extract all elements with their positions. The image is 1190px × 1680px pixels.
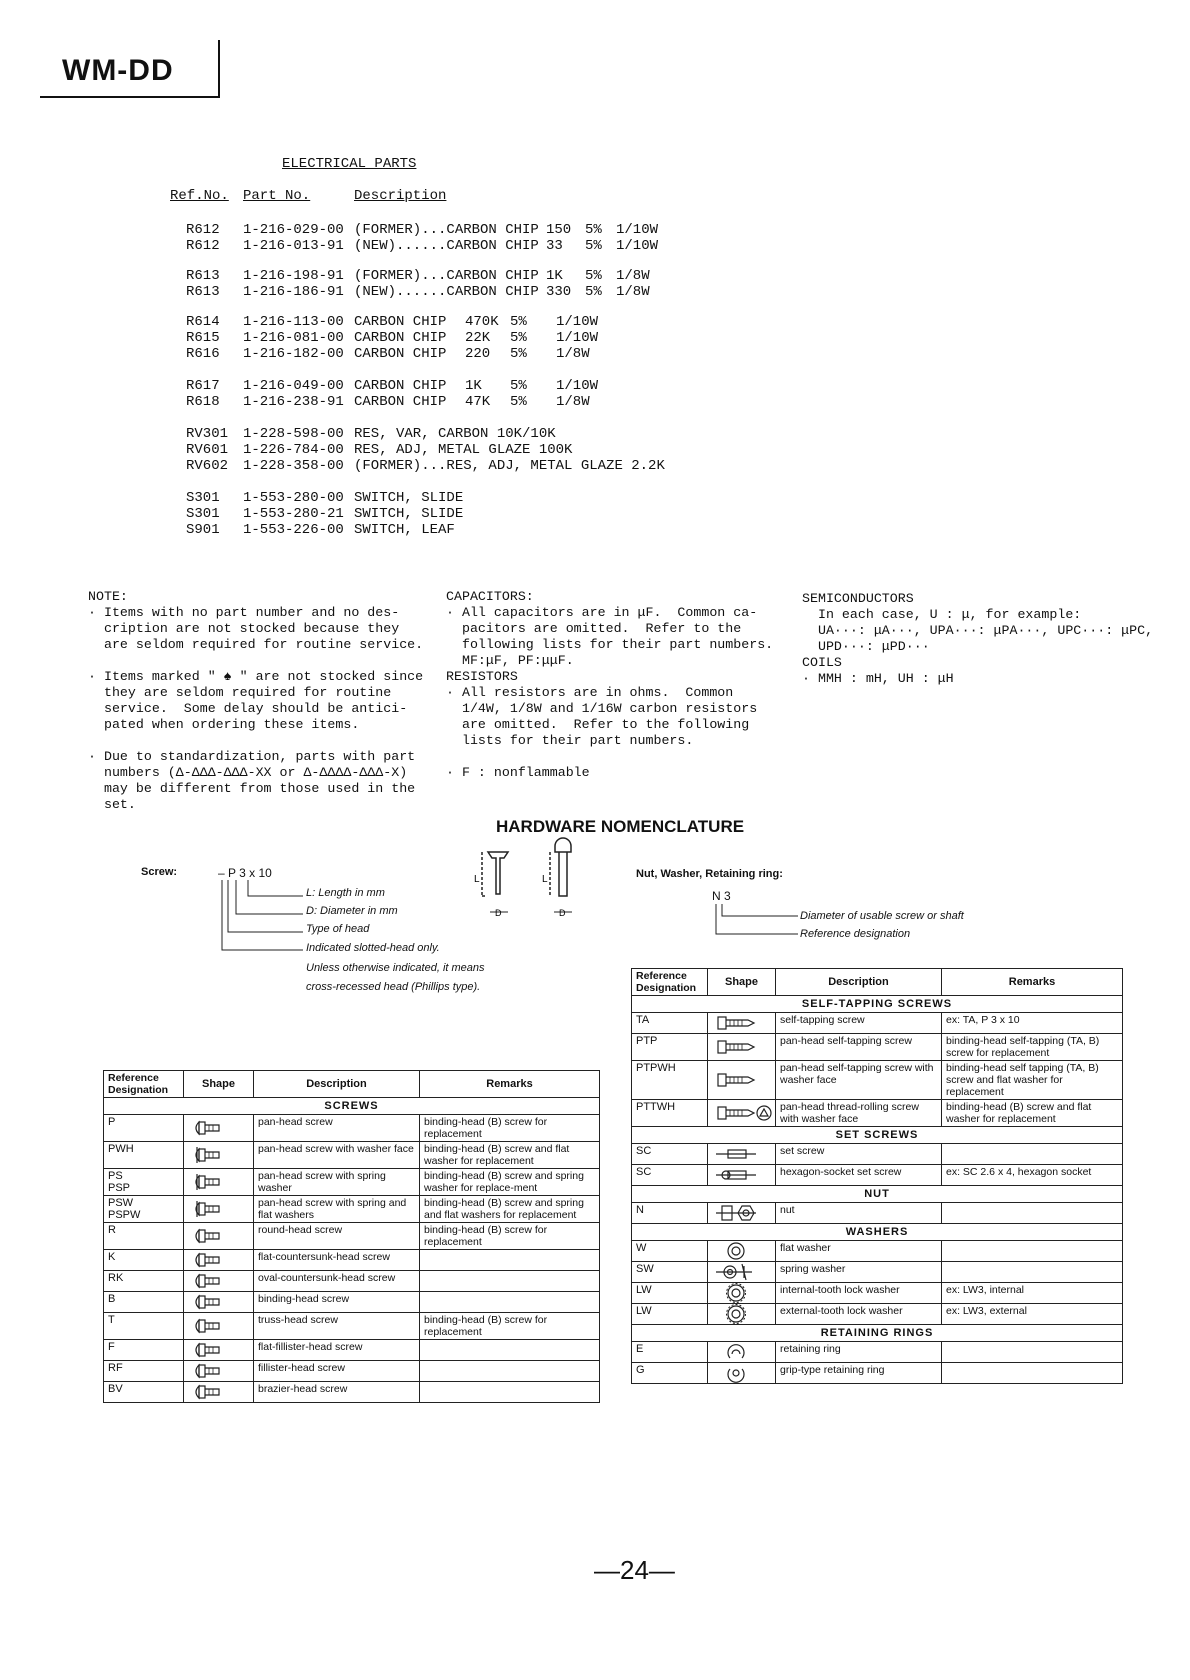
description-cell: flat-fillister-head screw bbox=[254, 1340, 420, 1361]
truss-head-screw-icon bbox=[184, 1313, 254, 1340]
part-number: 1-226-784-00 bbox=[243, 442, 344, 458]
part-number: 1-216-013-91 bbox=[243, 238, 344, 254]
ref-cell: BV bbox=[104, 1382, 184, 1403]
remarks-cell: ex: TA, P 3 x 10 bbox=[942, 1013, 1123, 1034]
ref-cell: R bbox=[104, 1223, 184, 1250]
hardware-row bbox=[104, 1340, 600, 1361]
part-ref: R618 bbox=[186, 394, 220, 410]
oval-countersunk-screw-icon bbox=[184, 1271, 254, 1292]
part-number: 1-228-358-00 bbox=[243, 458, 344, 474]
ref-cell: RK bbox=[104, 1271, 184, 1292]
hardware-row bbox=[632, 1304, 1123, 1325]
part-row bbox=[0, 490, 700, 506]
part-ref: R616 bbox=[186, 346, 220, 362]
model-header-box bbox=[40, 40, 220, 98]
part-value: 220 bbox=[465, 346, 491, 362]
description-cell: grip-type retaining ring bbox=[776, 1363, 942, 1384]
part-wattage: 1/10W bbox=[556, 378, 599, 394]
part-number: 1-553-280-00 bbox=[243, 490, 344, 506]
screws-table bbox=[103, 1070, 600, 1403]
ref-cell: TA bbox=[632, 1013, 708, 1034]
description-cell: spring washer bbox=[776, 1262, 942, 1283]
part-ref: R614 bbox=[186, 314, 220, 330]
part-ref: RV602 bbox=[186, 458, 229, 474]
internal-tooth-washer-icon bbox=[708, 1283, 776, 1304]
part-description: RES, VAR, CARBON 10K/10K bbox=[354, 426, 556, 442]
screw-legend-diameter: D: Diameter in mm bbox=[306, 905, 398, 917]
hardware-row bbox=[632, 1165, 1123, 1186]
spring-washer-screw-icon bbox=[184, 1169, 254, 1196]
part-description: CARBON CHIP bbox=[354, 378, 447, 394]
part-ref: R613 bbox=[186, 284, 220, 300]
part-description: (NEW)......CARBON CHIP bbox=[354, 238, 539, 254]
page-number: —24— bbox=[594, 1555, 675, 1585]
description-cell: pan-head screw with spring and flat washers bbox=[254, 1196, 420, 1223]
description-cell: truss-head screw bbox=[254, 1313, 420, 1340]
part-ref: S301 bbox=[186, 506, 220, 522]
description-cell: oval-countersunk-head screw bbox=[254, 1271, 420, 1292]
part-row bbox=[0, 238, 700, 254]
ref-cell: W bbox=[632, 1241, 708, 1262]
section-screws: SCREWS bbox=[104, 1098, 600, 1115]
model-name: WM-DD bbox=[62, 54, 174, 87]
remarks-header-right: Remarks bbox=[942, 969, 1123, 996]
part-number: 1-228-598-00 bbox=[243, 426, 344, 442]
hardware-row bbox=[632, 1061, 1123, 1100]
ref-cell: PSW PSPW bbox=[104, 1196, 184, 1223]
ref-cell: B bbox=[104, 1292, 184, 1313]
description-cell: nut bbox=[776, 1203, 942, 1224]
part-wattage: 1/10W bbox=[616, 238, 659, 254]
description-cell: pan-head self-tapping screw with washer face bbox=[776, 1061, 942, 1100]
description-cell: pan-head self-tapping screw bbox=[776, 1034, 942, 1061]
brazier-head-screw-icon bbox=[184, 1382, 254, 1403]
section-self-tapping-screws: SELF-TAPPING SCREWS bbox=[632, 996, 1123, 1013]
semiconductors-coils-block: SEMICONDUCTORS In each case, U : μ, for example: UA···: μA···, UPA···: μPA···, UPC···: μPC, UPD···: μPD··· COILS · MMH : mH, UH : μH bbox=[802, 591, 1154, 686]
remarks-cell: binding-head (B) screw for replacement bbox=[420, 1115, 600, 1142]
description-header: Description bbox=[354, 188, 447, 204]
part-row bbox=[0, 442, 700, 458]
part-value: 22K bbox=[465, 330, 491, 346]
binding-head-screw-icon bbox=[184, 1292, 254, 1313]
part-row bbox=[0, 314, 700, 330]
ref-cell: SC bbox=[632, 1165, 708, 1186]
remarks-cell bbox=[942, 1363, 1123, 1384]
hardware-row bbox=[632, 1203, 1123, 1224]
hardware-row bbox=[104, 1271, 600, 1292]
hardware-row bbox=[632, 1013, 1123, 1034]
remarks-cell bbox=[942, 1144, 1123, 1165]
section-nut: NUT bbox=[632, 1186, 1123, 1203]
part-row bbox=[0, 222, 700, 238]
description-cell: external-tooth lock washer bbox=[776, 1304, 942, 1325]
part-row bbox=[0, 394, 700, 410]
screw-legend-type: Type of head bbox=[306, 923, 370, 935]
part-row bbox=[0, 268, 700, 284]
description-cell: brazier-head screw bbox=[254, 1382, 420, 1403]
remarks-cell bbox=[420, 1271, 600, 1292]
part-description: SWITCH, LEAF bbox=[354, 522, 455, 538]
part-wattage: 1/10W bbox=[556, 330, 599, 346]
retaining-ring-icon bbox=[708, 1342, 776, 1363]
remarks-cell: binding-head (B) screw and flat washer for replacement bbox=[420, 1142, 600, 1169]
ref-cell: RF bbox=[104, 1361, 184, 1382]
part-wattage: 1/8W bbox=[616, 284, 650, 300]
spring-washer-icon bbox=[708, 1262, 776, 1283]
remarks-cell: ex: LW3, internal bbox=[942, 1283, 1123, 1304]
hardware-row bbox=[104, 1169, 600, 1196]
part-number: 1-216-029-00 bbox=[243, 222, 344, 238]
part-value: 330 bbox=[546, 284, 572, 300]
grip-retaining-ring-icon bbox=[708, 1363, 776, 1384]
ref-cell: PTTWH bbox=[632, 1100, 708, 1127]
part-tolerance: 5% bbox=[585, 284, 602, 300]
set-screw-icon bbox=[708, 1144, 776, 1165]
remarks-cell bbox=[942, 1262, 1123, 1283]
remarks-cell bbox=[420, 1292, 600, 1313]
part-value: 33 bbox=[546, 238, 563, 254]
ref-no-header: Ref.No. bbox=[170, 188, 229, 204]
part-number: 1-216-113-00 bbox=[243, 314, 344, 330]
dim-l-left: L bbox=[474, 874, 480, 885]
part-tolerance: 5% bbox=[510, 314, 527, 330]
ref-cell: F bbox=[104, 1340, 184, 1361]
description-col-header: Description bbox=[254, 1071, 420, 1098]
description-cell: flat-countersunk-head screw bbox=[254, 1250, 420, 1271]
hardware-row bbox=[104, 1115, 600, 1142]
description-cell: pan-head thread-rolling screw with washer face bbox=[776, 1100, 942, 1127]
hardware-row bbox=[104, 1142, 600, 1169]
part-number: 1-216-081-00 bbox=[243, 330, 344, 346]
screw-dimension-icon bbox=[470, 832, 580, 932]
description-cell: fillister-head screw bbox=[254, 1361, 420, 1382]
thread-rolling-screw-icon bbox=[708, 1100, 776, 1127]
nut-legend-diameter: Diameter of usable screw or shaft bbox=[800, 910, 964, 922]
nut-code: N 3 bbox=[712, 889, 731, 903]
screw-legend-length: L: Length in mm bbox=[306, 887, 385, 899]
hardware-row bbox=[632, 1144, 1123, 1165]
part-tolerance: 5% bbox=[510, 394, 527, 410]
part-number: 1-553-226-00 bbox=[243, 522, 344, 538]
flat-washer-icon bbox=[708, 1241, 776, 1262]
ref-cell: LW bbox=[632, 1283, 708, 1304]
ref-cell: PS PSP bbox=[104, 1169, 184, 1196]
ref-cell: SW bbox=[632, 1262, 708, 1283]
ref-cell: P bbox=[104, 1115, 184, 1142]
hardware-row bbox=[632, 1100, 1123, 1127]
hex-socket-set-screw-icon bbox=[708, 1165, 776, 1186]
part-row bbox=[0, 284, 700, 300]
nut-legend-reference: Reference designation bbox=[800, 928, 911, 940]
part-number: 1-216-182-00 bbox=[243, 346, 344, 362]
ref-cell: E bbox=[632, 1342, 708, 1363]
part-tolerance: 5% bbox=[510, 346, 527, 362]
ref-cell: PTPWH bbox=[632, 1061, 708, 1100]
part-number: 1-216-186-91 bbox=[243, 284, 344, 300]
description-cell: pan-head screw with washer face bbox=[254, 1142, 420, 1169]
description-col-header-right: Description bbox=[776, 969, 942, 996]
description-cell: binding-head screw bbox=[254, 1292, 420, 1313]
hardware-row bbox=[632, 1283, 1123, 1304]
part-wattage: 1/10W bbox=[616, 222, 659, 238]
ref-cell: PWH bbox=[104, 1142, 184, 1169]
ref-cell: N bbox=[632, 1203, 708, 1224]
part-number: 1-216-238-91 bbox=[243, 394, 344, 410]
part-ref: S901 bbox=[186, 522, 220, 538]
part-row bbox=[0, 346, 700, 362]
part-row bbox=[0, 458, 700, 474]
washer-face-screw-icon bbox=[184, 1142, 254, 1169]
ref-cell: T bbox=[104, 1313, 184, 1340]
part-wattage: 1/8W bbox=[616, 268, 650, 284]
electrical-parts-title: ELECTRICAL PARTS bbox=[282, 156, 417, 172]
screw-legend-default-1: Unless otherwise indicated, it means bbox=[306, 962, 485, 974]
remarks-cell: binding-head self tapping (TA, B) screw and flat washer for replacement bbox=[942, 1061, 1123, 1100]
remarks-cell: binding-head (B) screw and flat washer for replacement bbox=[942, 1100, 1123, 1127]
countersunk-screw-icon bbox=[184, 1250, 254, 1271]
description-cell: self-tapping screw bbox=[776, 1013, 942, 1034]
hardware-row bbox=[632, 1363, 1123, 1384]
remarks-cell bbox=[942, 1241, 1123, 1262]
part-ref: R612 bbox=[186, 222, 220, 238]
screw-code: – P 3 x 10 bbox=[218, 866, 272, 880]
ref-cell: LW bbox=[632, 1304, 708, 1325]
note-block: NOTE: · Items with no part number and no des- cription are not stocked because they are seldom required for routine service. · Items marked " ♠ " are not stocked since they are seldom required for routine service. Some delay should be antici- pated when ordering these items. · Due to standardization, parts with part numbers (Δ-ΔΔΔ-ΔΔΔ-XX or Δ-ΔΔΔΔ-ΔΔΔ-X) may be different from those used in the set. bbox=[88, 589, 424, 812]
screw-label: Screw: bbox=[141, 866, 178, 878]
shape-header-right: Shape bbox=[708, 969, 776, 996]
fasteners-table bbox=[631, 968, 1123, 1384]
nut-icon bbox=[708, 1203, 776, 1224]
nut-legend-lines bbox=[712, 902, 802, 942]
dim-l-right: L bbox=[542, 874, 548, 885]
double-washer-screw-icon bbox=[184, 1196, 254, 1223]
part-ref: RV601 bbox=[186, 442, 229, 458]
part-tolerance: 5% bbox=[585, 238, 602, 254]
hardware-row bbox=[104, 1196, 600, 1223]
remarks-cell bbox=[942, 1203, 1123, 1224]
remarks-cell: binding-head (B) screw for replacement bbox=[420, 1313, 600, 1340]
part-description: CARBON CHIP bbox=[354, 330, 447, 346]
section-washers: WASHERS bbox=[632, 1224, 1123, 1241]
section-row bbox=[632, 1186, 1123, 1203]
part-description: (NEW)......CARBON CHIP bbox=[354, 284, 539, 300]
part-description: SWITCH, SLIDE bbox=[354, 490, 464, 506]
remarks-header: Remarks bbox=[420, 1071, 600, 1098]
section-row bbox=[632, 996, 1123, 1013]
description-cell: internal-tooth lock washer bbox=[776, 1283, 942, 1304]
hardware-row bbox=[104, 1313, 600, 1340]
hardware-row bbox=[632, 1262, 1123, 1283]
part-value: 47K bbox=[465, 394, 491, 410]
remarks-cell: binding-head self-tapping (TA, B) screw for replacement bbox=[942, 1034, 1123, 1061]
ref-cell: SC bbox=[632, 1144, 708, 1165]
pan-screw-icon bbox=[184, 1115, 254, 1142]
part-value: 1K bbox=[465, 378, 482, 394]
external-tooth-washer-icon bbox=[708, 1304, 776, 1325]
description-cell: pan-head screw bbox=[254, 1115, 420, 1142]
section-row bbox=[632, 1224, 1123, 1241]
part-row bbox=[0, 426, 700, 442]
part-description: (FORMER)...CARBON CHIP bbox=[354, 268, 539, 284]
remarks-cell: binding-head (B) screw and spring and flat washers for replacement bbox=[420, 1196, 600, 1223]
hardware-row bbox=[104, 1223, 600, 1250]
pan-self-tapping-screw-icon bbox=[708, 1034, 776, 1061]
remarks-cell: binding-head (B) screw for replacement bbox=[420, 1223, 600, 1250]
shape-header: Shape bbox=[184, 1071, 254, 1098]
hardware-row bbox=[104, 1292, 600, 1313]
remarks-cell: ex: SC 2.6 x 4, hexagon socket bbox=[942, 1165, 1123, 1186]
section-set-screws: SET SCREWS bbox=[632, 1127, 1123, 1144]
remarks-cell bbox=[942, 1342, 1123, 1363]
flat-fillister-screw-icon bbox=[184, 1340, 254, 1361]
description-cell: retaining ring bbox=[776, 1342, 942, 1363]
description-cell: hexagon-socket set screw bbox=[776, 1165, 942, 1186]
part-row bbox=[0, 378, 700, 394]
part-description: CARBON CHIP bbox=[354, 394, 447, 410]
remarks-cell: binding-head (B) screw and spring washer for replace-ment bbox=[420, 1169, 600, 1196]
remarks-cell bbox=[420, 1361, 600, 1382]
part-row bbox=[0, 506, 700, 522]
part-ref: S301 bbox=[186, 490, 220, 506]
part-description: (FORMER)...CARBON CHIP bbox=[354, 222, 539, 238]
self-tapping-screw-icon bbox=[708, 1013, 776, 1034]
part-description: SWITCH, SLIDE bbox=[354, 506, 464, 522]
part-no-header: Part No. bbox=[243, 188, 311, 204]
description-cell: set screw bbox=[776, 1144, 942, 1165]
remarks-cell bbox=[420, 1340, 600, 1361]
part-tolerance: 5% bbox=[510, 330, 527, 346]
part-description: CARBON CHIP bbox=[354, 314, 447, 330]
section-row bbox=[632, 1325, 1123, 1342]
part-description: RES, ADJ, METAL GLAZE 100K bbox=[354, 442, 573, 458]
ref-cell: PTP bbox=[632, 1034, 708, 1061]
description-cell: pan-head screw with spring washer bbox=[254, 1169, 420, 1196]
part-ref: R617 bbox=[186, 378, 220, 394]
hardware-row bbox=[632, 1342, 1123, 1363]
screw-legend-lines bbox=[218, 878, 318, 958]
fillister-screw-icon bbox=[184, 1361, 254, 1382]
section-retaining-rings: RETAINING RINGS bbox=[632, 1325, 1123, 1342]
part-row bbox=[0, 330, 700, 346]
hardware-row bbox=[104, 1361, 600, 1382]
capacitors-resistors-block: CAPACITORS: · All capacitors are in μF. Common ca- pacitors are omitted. Refer to the following lists for their part numbers. MF:μF, PF:μμF. RESISTORS · All resistors are in ohms. Common 1/4W, 1/8W and 1/16W carbon resistors are omitted. Refer to the following lists for their part numbers. · F : nonflammable bbox=[446, 589, 774, 780]
remarks-cell: ex: LW3, external bbox=[942, 1304, 1123, 1325]
description-cell: flat washer bbox=[776, 1241, 942, 1262]
hardware-row bbox=[632, 1034, 1123, 1061]
part-tolerance: 5% bbox=[585, 268, 602, 284]
hardware-row bbox=[104, 1382, 600, 1403]
screw-legend-default-2: cross-recessed head (Phillips type). bbox=[306, 981, 481, 993]
part-value: 1K bbox=[546, 268, 563, 284]
section-row bbox=[632, 1127, 1123, 1144]
part-ref: R612 bbox=[186, 238, 220, 254]
part-wattage: 1/8W bbox=[556, 346, 590, 362]
dim-d-left: D bbox=[495, 908, 502, 918]
part-ref: R613 bbox=[186, 268, 220, 284]
nut-washer-label: Nut, Washer, Retaining ring: bbox=[636, 868, 783, 880]
part-description: (FORMER)...RES, ADJ, METAL GLAZE 2.2K bbox=[354, 458, 665, 474]
ref-cell: K bbox=[104, 1250, 184, 1271]
part-value: 470K bbox=[465, 314, 499, 330]
part-description: CARBON CHIP bbox=[354, 346, 447, 362]
dim-d-right: D bbox=[559, 908, 566, 918]
remarks-cell bbox=[420, 1382, 600, 1403]
part-number: 1-216-049-00 bbox=[243, 378, 344, 394]
remarks-cell bbox=[420, 1250, 600, 1271]
description-cell: round-head screw bbox=[254, 1223, 420, 1250]
ref-designation-header: Reference Designation bbox=[104, 1071, 184, 1098]
ref-designation-header-right: Reference Designation bbox=[632, 969, 708, 996]
part-number: 1-216-198-91 bbox=[243, 268, 344, 284]
part-wattage: 1/10W bbox=[556, 314, 599, 330]
part-tolerance: 5% bbox=[585, 222, 602, 238]
screw-legend-slotted: Indicated slotted-head only. bbox=[306, 942, 440, 954]
ref-cell: G bbox=[632, 1363, 708, 1384]
part-tolerance: 5% bbox=[510, 378, 527, 394]
washer-self-tapping-screw-icon bbox=[708, 1061, 776, 1100]
round-head-screw-icon bbox=[184, 1223, 254, 1250]
part-ref: R615 bbox=[186, 330, 220, 346]
part-row bbox=[0, 522, 700, 538]
part-ref: RV301 bbox=[186, 426, 229, 442]
part-value: 150 bbox=[546, 222, 572, 238]
hardware-nomenclature-title: HARDWARE NOMENCLATURE bbox=[496, 817, 745, 836]
hardware-row bbox=[632, 1241, 1123, 1262]
part-number: 1-553-280-21 bbox=[243, 506, 344, 522]
hardware-row bbox=[104, 1250, 600, 1271]
part-wattage: 1/8W bbox=[556, 394, 590, 410]
